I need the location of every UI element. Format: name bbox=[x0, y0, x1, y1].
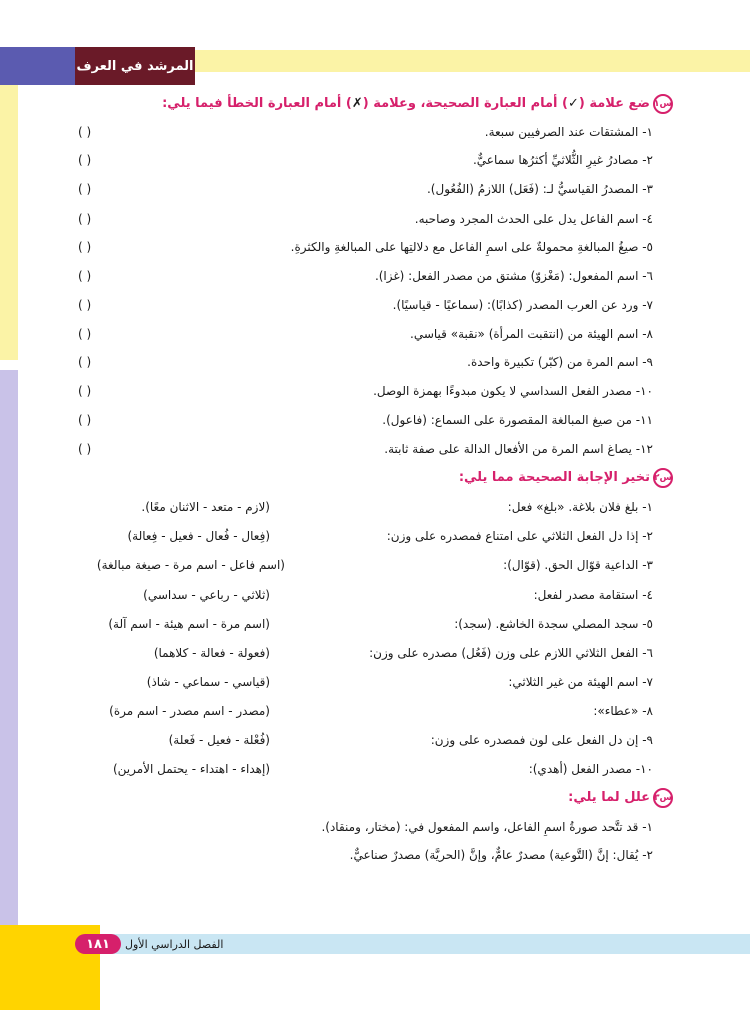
q2-options-5[interactable]: (اسم مرة - اسم هيئة - اسم آلة) bbox=[108, 617, 270, 631]
q1-answer-box-3[interactable]: ( ) bbox=[78, 182, 92, 196]
q1-answer-box-6[interactable]: ( ) bbox=[78, 269, 92, 283]
q2-item-6: ٦- الفعل الثلاثي اللازم على وزن (فَعُل) مصدره على وزن: bbox=[369, 646, 653, 660]
q2-options-2[interactable]: (فِعال - فُعال - فعيل - فِعالة) bbox=[127, 529, 270, 543]
q2-item-10: ١٠- مصدر الفعل (أهدي): bbox=[528, 762, 653, 776]
q1-heading-part-b: ) أمام العبارة الصحيحة، وعلامة ( bbox=[362, 96, 568, 111]
q1-item-3: ٣- المصدرُ القياسيُّ لـ: (فَعَل) اللازمُ (الفُعُول). bbox=[426, 182, 653, 196]
q3-item-2: ٢- يُقال: إنَّ (التَّوعية) مصدرٌ عامٌّ، وإنَّ (الحريَّة) مصدرٌ صناعيٌّ. bbox=[349, 848, 653, 862]
q1-item-9: ٩- اسم المرة من (كبّر) تكبيرة واحدة. bbox=[467, 355, 653, 369]
q2-options-3[interactable]: (اسم فاعل - اسم مرة - صيغة مبالغة) bbox=[96, 558, 285, 572]
q1-answer-box-10[interactable]: ( ) bbox=[78, 384, 92, 398]
q1-item-7: ٧- ورد عن العرب المصدر (كذابًا): (سماعيًا - قياسيًا). bbox=[392, 298, 653, 312]
q1-heading-part-a: ضع علامة ( bbox=[578, 96, 650, 111]
q2-options-4[interactable]: (ثلاثي - رباعي - سداسي) bbox=[143, 588, 270, 602]
q3-item-1: ١- قد تتَّحد صورةُ اسمِ الفاعل، واسم المفعول في: (مختار، ومنقاد). bbox=[321, 820, 653, 834]
left-lavender-band bbox=[0, 370, 18, 925]
q2-options-9[interactable]: (فُعْلة - فعيل - فَعلة) bbox=[168, 733, 270, 747]
q3-heading: علل لما يلي: bbox=[568, 790, 650, 805]
question-badge-1: س١ bbox=[653, 94, 673, 114]
q1-answer-box-1[interactable]: ( ) bbox=[78, 125, 92, 139]
q1-item-12: ١٢- يصاغ اسم المرة من الأفعال الدالة على صفة ثابتة. bbox=[384, 442, 653, 456]
question-badge-2: س٢ bbox=[653, 468, 673, 488]
q2-item-1: ١- بلغ فلان بلاغة. «بلغ» فعل: bbox=[507, 500, 653, 514]
cross-mark-icon: ✗ bbox=[351, 96, 363, 111]
q1-answer-box-4[interactable]: ( ) bbox=[78, 212, 92, 226]
page-number: ١٨١ bbox=[75, 934, 121, 954]
q2-item-7: ٧- اسم الهيئة من غير الثلاثي: bbox=[508, 675, 653, 689]
q1-item-5: ٥- صيغُ المبالغةِ محمولةٌ على اسمِ الفاعل مع دلالتِها على المبالغةِ والكثرةِ. bbox=[290, 240, 653, 254]
q1-heading bbox=[162, 96, 650, 111]
q1-answer-box-5[interactable]: ( ) bbox=[78, 240, 92, 254]
q1-answer-box-8[interactable]: ( ) bbox=[78, 327, 92, 341]
check-mark-icon: ✓ bbox=[567, 96, 579, 111]
q2-options-1[interactable]: (لازم - متعد - الاثنان معًا). bbox=[141, 500, 270, 514]
q2-heading: تخير الإجابة الصحيحة مما يلي: bbox=[458, 470, 650, 485]
q2-options-7[interactable]: (قياسي - سماعي - شاذ) bbox=[146, 675, 270, 689]
q1-item-10: ١٠- مصدر الفعل السداسي لا يكون مبدوءًا بهمزة الوصل. bbox=[373, 384, 653, 398]
q1-item-6: ٦- اسم المفعول: (مَغْزوّ) مشتق من مصدر الفعل: (غزا). bbox=[374, 269, 653, 283]
q2-item-2: ٢- إذا دل الفعل الثلاثي على امتناع فمصدره على وزن: bbox=[386, 529, 653, 543]
q2-options-6[interactable]: (فعولة - فعالة - كلاهما) bbox=[153, 646, 270, 660]
q1-answer-box-7[interactable]: ( ) bbox=[78, 298, 92, 312]
q1-item-11: ١١- من صيغ المبالغة المقصورة على السماع: (فاعول). bbox=[382, 413, 653, 427]
q1-answer-box-9[interactable]: ( ) bbox=[78, 355, 92, 369]
q2-item-9: ٩- إن دل الفعل على لون فمصدره على وزن: bbox=[430, 733, 653, 747]
q1-answer-box-12[interactable]: ( ) bbox=[78, 442, 92, 456]
q2-item-4: ٤- استقامة مصدر لفعل: bbox=[533, 588, 653, 602]
q2-item-8: ٨- «عطاء»: bbox=[593, 704, 653, 718]
q2-item-3: ٣- الداعية قوّال الحق. (قوّال): bbox=[503, 558, 653, 572]
left-yellow-band bbox=[0, 85, 18, 360]
q1-answer-box-2[interactable]: ( ) bbox=[78, 153, 92, 167]
question-badge-3: س٣ bbox=[653, 788, 673, 808]
q2-item-5: ٥- سجد المصلي سجدة الخاشع. (سجد): bbox=[454, 617, 653, 631]
top-purple-block bbox=[0, 47, 75, 85]
header-banner: المرشد في العرف bbox=[75, 47, 195, 85]
q1-item-4: ٤- اسم الفاعل يدل على الحدث المجرد وصاحبه. bbox=[414, 212, 653, 226]
q1-heading-part-c: ) أمام العبارة الخطأ فيما يلي: bbox=[162, 96, 352, 111]
q2-options-8[interactable]: (مصدر - اسم مصدر - اسم مرة) bbox=[109, 704, 270, 718]
q1-answer-box-11[interactable]: ( ) bbox=[78, 413, 92, 427]
footer-label: الفصل الدراسي الأول bbox=[125, 937, 224, 951]
q1-item-2: ٢- مصادرُ غيرِ الثُّلاثيِّ أكثرُها سماعيٌّ. bbox=[472, 153, 653, 167]
q1-item-1: ١- المشتقات عند الصرفيين سبعة. bbox=[484, 125, 653, 139]
q2-options-10[interactable]: (إهداء - اهتداء - يحتمل الأمرين) bbox=[112, 762, 270, 776]
q1-item-8: ٨- اسم الهيئة من (انتقبت المرأة) «نقبة» قياسي. bbox=[410, 327, 653, 341]
